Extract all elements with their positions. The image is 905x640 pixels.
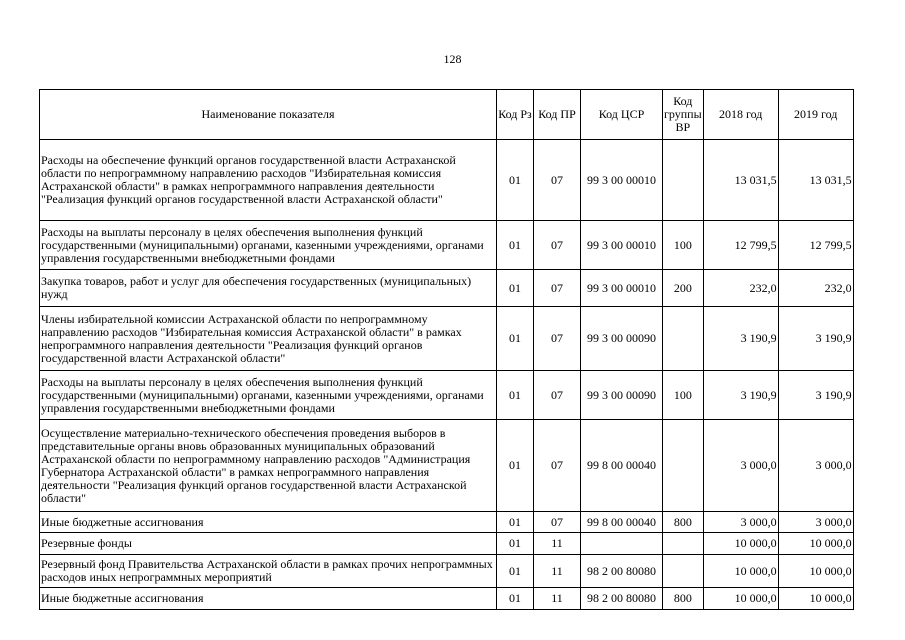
row-2018: 10 000,0 [703, 555, 778, 588]
row-2018: 3 000,0 [703, 420, 778, 512]
header-name: Наименование показателя [40, 90, 497, 140]
row-vr [663, 307, 704, 371]
row-2019: 10 000,0 [778, 555, 853, 588]
row-csr: 99 3 00 00090 [581, 371, 663, 420]
row-vr [663, 140, 704, 221]
header-2018: 2018 год [703, 90, 778, 140]
table-row [40, 270, 854, 307]
row-name: Расходы на обеспечение функций органов государственной власти Астраханской области по непрограммному направлению расходов "Избирательная комиссия Астраханской области" в рамках непрограммного направления деятельности "Реализация функций органов государственной власти Астраханской области" [40, 140, 497, 221]
row-name: Иные бюджетные ассигнования [40, 512, 497, 533]
row-rz: 01 [497, 533, 534, 555]
row-2019: 3 190,9 [778, 371, 853, 420]
table-row [40, 140, 854, 221]
row-vr [663, 555, 704, 588]
row-2019: 232,0 [778, 270, 853, 307]
row-2019: 10 000,0 [778, 533, 853, 555]
row-2019: 3 190,9 [778, 307, 853, 371]
table-header-row [40, 90, 854, 140]
row-2018: 3 190,9 [703, 307, 778, 371]
row-csr: 99 3 00 00010 [581, 270, 663, 307]
row-csr [581, 533, 663, 555]
row-csr: 99 3 00 00010 [581, 221, 663, 270]
row-name: Расходы на выплаты персоналу в целях обеспечения выполнения функций государственными (муниципальными) органами, казенными учреждениями, органами управления государственными внебюджетными фондами [40, 221, 497, 270]
row-pr: 11 [534, 533, 581, 555]
row-pr: 11 [534, 555, 581, 588]
row-name: Осуществление материально-технического обеспечения проведения выборов в представительные органы вновь образованных муниципальных образований Астраханской области по непрограммному направлению расходов "Администрация Губернатора Астраханской области" в рамках непрограммного направления деятельности "Реализация функций органов государственной власти Астраханской области" [40, 420, 497, 512]
row-pr: 07 [534, 270, 581, 307]
row-pr: 07 [534, 512, 581, 533]
table-row [40, 555, 854, 588]
row-rz: 01 [497, 307, 534, 371]
row-2018: 3 190,9 [703, 371, 778, 420]
row-2019: 12 799,5 [778, 221, 853, 270]
row-rz: 01 [497, 555, 534, 588]
header-csr: Код ЦСР [581, 90, 663, 140]
table-row [40, 512, 854, 533]
row-rz: 01 [497, 371, 534, 420]
row-vr: 800 [663, 588, 704, 610]
row-csr: 99 8 00 00040 [581, 420, 663, 512]
header-pr: Код ПР [534, 90, 581, 140]
row-pr: 07 [534, 371, 581, 420]
table-row [40, 221, 854, 270]
row-rz: 01 [497, 588, 534, 610]
table-row [40, 588, 854, 610]
budget-table [39, 89, 854, 610]
header-2019: 2019 год [778, 90, 853, 140]
row-2019: 10 000,0 [778, 588, 853, 610]
row-csr: 98 2 00 80080 [581, 555, 663, 588]
header-vr: Код группы ВР [663, 90, 704, 140]
row-name: Резервные фонды [40, 533, 497, 555]
row-csr: 99 3 00 00090 [581, 307, 663, 371]
row-pr: 07 [534, 140, 581, 221]
row-2018: 10 000,0 [703, 588, 778, 610]
row-name: Члены избирательной комиссии Астраханской области по непрограммному направлению расходов "Избирательная комиссия Астраханской области" в рамках непрограммного направления деятельности "Реализация функций органов государственной власти Астраханской области" [40, 307, 497, 371]
row-csr: 99 8 00 00040 [581, 512, 663, 533]
row-rz: 01 [497, 420, 534, 512]
row-name: Резервный фонд Правительства Астраханской области в рамках прочих непрограммных расходов иных непрограммных мероприятий [40, 555, 497, 588]
row-2018: 3 000,0 [703, 512, 778, 533]
header-rz: Код Рз [497, 90, 534, 140]
table-row [40, 307, 854, 371]
row-name: Иные бюджетные ассигнования [40, 588, 497, 610]
table-row [40, 533, 854, 555]
row-2019: 3 000,0 [778, 420, 853, 512]
row-vr [663, 533, 704, 555]
row-vr [663, 420, 704, 512]
row-2018: 13 031,5 [703, 140, 778, 221]
row-pr: 07 [534, 307, 581, 371]
row-rz: 01 [497, 512, 534, 533]
row-rz: 01 [497, 270, 534, 307]
row-pr: 11 [534, 588, 581, 610]
row-name: Закупка товаров, работ и услуг для обеспечения государственных (муниципальных) нужд [40, 270, 497, 307]
row-2018: 10 000,0 [703, 533, 778, 555]
row-2019: 13 031,5 [778, 140, 853, 221]
row-vr: 100 [663, 371, 704, 420]
row-2019: 3 000,0 [778, 512, 853, 533]
page-number: 128 [443, 52, 462, 66]
row-csr: 98 2 00 80080 [581, 588, 663, 610]
row-vr: 800 [663, 512, 704, 533]
row-pr: 07 [534, 420, 581, 512]
row-2018: 232,0 [703, 270, 778, 307]
row-rz: 01 [497, 140, 534, 221]
row-2018: 12 799,5 [703, 221, 778, 270]
row-name: Расходы на выплаты персоналу в целях обеспечения выполнения функций государственными (муниципальными) органами, казенными учреждениями, органами управления государственными внебюджетными фондами [40, 371, 497, 420]
row-vr: 100 [663, 221, 704, 270]
row-rz: 01 [497, 221, 534, 270]
row-csr: 99 3 00 00010 [581, 140, 663, 221]
table-row [40, 420, 854, 512]
row-pr: 07 [534, 221, 581, 270]
table-row [40, 371, 854, 420]
row-vr: 200 [663, 270, 704, 307]
